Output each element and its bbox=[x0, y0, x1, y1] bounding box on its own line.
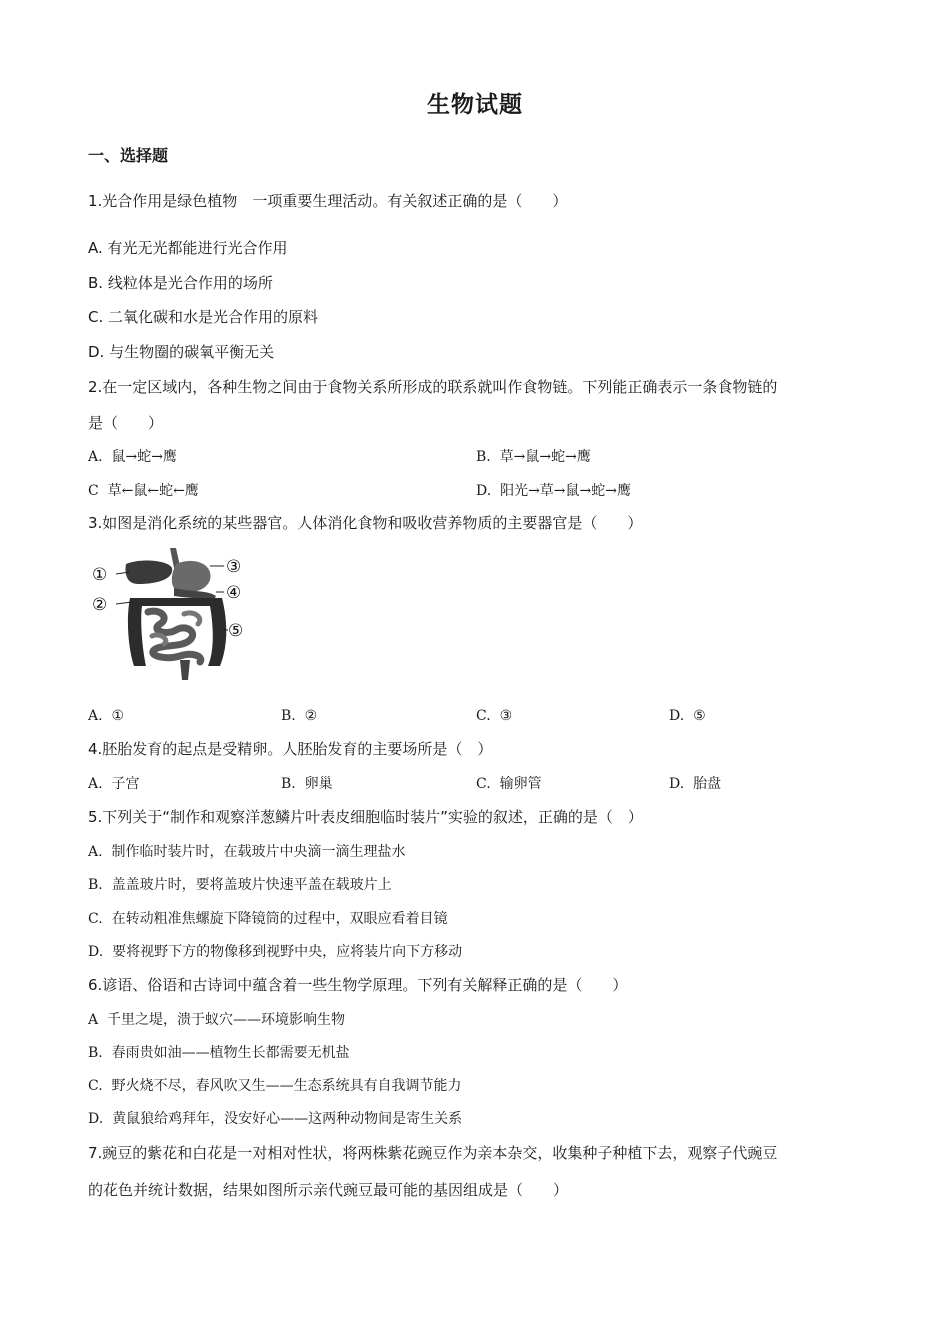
page-title: 生物试题 bbox=[427, 92, 523, 118]
question-3-option-d: D. ⑤ bbox=[669, 708, 706, 724]
section-heading: 一、选择题 bbox=[88, 146, 169, 165]
question-2-option-b: B. 草→鼠→蛇→鹰 bbox=[476, 449, 591, 465]
question-3-option-a: A. ① bbox=[88, 708, 125, 724]
question-5-stem: 5.下列关于“制作和观察洋葱鳞片叶表皮细胞临时装片”实验的叙述，正确的是（ ） bbox=[88, 808, 643, 826]
question-2-option-d: D. 阳光→草→鼠→蛇→鹰 bbox=[476, 483, 631, 499]
question-5-option-a: A. 制作临时装片时，在载玻片中央滴一滴生理盐水 bbox=[88, 844, 406, 860]
question-7-stem-line1: 7.豌豆的紫花和白花是一对相对性状，将两株紫花豌豆作为亲本杂交，收集种子种植下去，观察子代豌豆 bbox=[88, 1144, 778, 1162]
figure-label-2: ② bbox=[92, 595, 108, 615]
figure-label-3: ③ bbox=[226, 557, 242, 577]
question-6-option-a: A 千里之堤，溃于蚁穴——环境影响生物 bbox=[88, 1012, 346, 1028]
question-4-option-b: B. 卵巢 bbox=[281, 776, 333, 792]
figure-label-5: ⑤ bbox=[228, 621, 244, 641]
rectum-shape bbox=[180, 660, 190, 680]
question-1-option-d: D. 与生物圈的碳氧平衡无关 bbox=[88, 343, 275, 361]
question-4-option-a: A. 子宫 bbox=[88, 776, 140, 792]
question-2-stem-line2: 是（ ） bbox=[88, 414, 164, 432]
question-1-option-a: A. 有光无光都能进行光合作用 bbox=[88, 239, 288, 257]
question-1-option-b: B. 线粒体是光合作用的场所 bbox=[88, 274, 273, 292]
question-7-stem-line2: 的花色并统计数据，结果如图所示亲代豌豆最可能的基因组成是（ ） bbox=[88, 1181, 569, 1199]
question-2-option-a: A. 鼠→蛇→鹰 bbox=[88, 449, 177, 465]
question-6-option-c: C. 野火烧不尽，春风吹又生——生态系统具有自我调节能力 bbox=[88, 1078, 462, 1094]
question-2-option-c: C 草←鼠←蛇←鹰 bbox=[88, 483, 199, 499]
question-6-stem: 6.谚语、俗语和古诗词中蕴含着一些生物学原理。下列有关解释正确的是（ ） bbox=[88, 976, 628, 994]
question-5-option-d: D. 要将视野下方的物像移到视野中央，应将装片向下方移动 bbox=[88, 944, 463, 960]
question-6-option-d: D. 黄鼠狼给鸡拜年，没安好心——这两种动物间是寄生关系 bbox=[88, 1111, 463, 1127]
question-4-option-c: C. 输卵管 bbox=[476, 776, 542, 792]
liver-shape bbox=[126, 561, 173, 584]
figure-label-4: ④ bbox=[226, 583, 242, 603]
question-3-option-b: B. ② bbox=[281, 708, 318, 724]
digestive-system-figure bbox=[90, 548, 250, 680]
question-3-stem: 3.如图是消化系统的某些器官。人体消化食物和吸收营养物质的主要器官是（ ） bbox=[88, 514, 643, 532]
question-1-stem: 1.光合作用是绿色植物 一项重要生理活动。有关叙述正确的是（ ） bbox=[88, 192, 568, 210]
question-5-option-c: C. 在转动粗准焦螺旋下降镜筒的过程中，双眼应看着目镜 bbox=[88, 911, 448, 927]
digestive-system-diagram bbox=[90, 548, 250, 680]
question-3-option-c: C. ③ bbox=[476, 708, 513, 724]
figure-label-1: ① bbox=[92, 565, 108, 585]
question-1-option-c: C. 二氧化碳和水是光合作用的原料 bbox=[88, 308, 319, 326]
question-5-option-b: B. 盖盖玻片时，要将盖玻片快速平盖在载玻片上 bbox=[88, 877, 392, 893]
question-2-stem-line1: 2.在一定区域内，各种生物之间由于食物关系所形成的联系就叫作食物链。下列能正确表示一条食物链的 bbox=[88, 378, 778, 396]
stomach-shape bbox=[172, 561, 211, 592]
question-6-option-b: B. 春雨贵如油——植物生长都需要无机盐 bbox=[88, 1045, 350, 1061]
question-4-stem: 4.胚胎发育的起点是受精卵。人胚胎发育的主要场所是（ ） bbox=[88, 740, 493, 758]
question-4-option-d: D. 胎盘 bbox=[669, 776, 722, 792]
